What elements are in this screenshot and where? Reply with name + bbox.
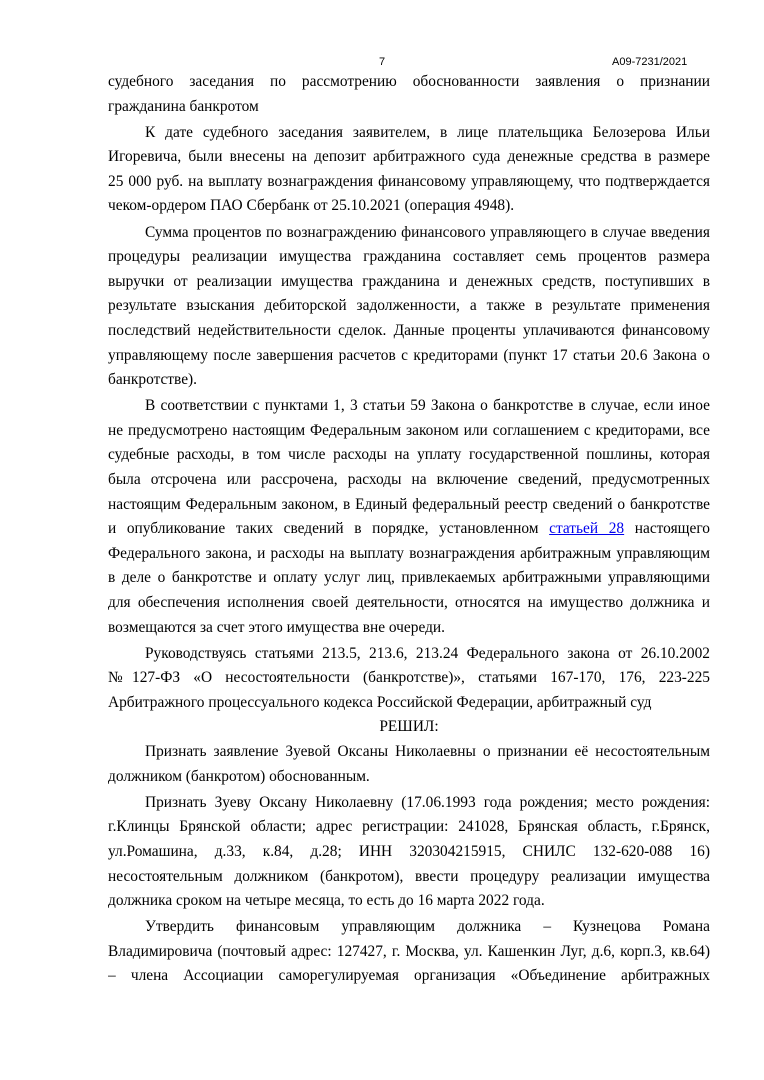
text-segment: и опубликование таких сведений в порядке, установленном	[108, 520, 539, 538]
paragraph-start: Признать Зуеву Оксану Николаевну (17.06.1993 года рождения; место рождения:	[145, 793, 710, 811]
law-article-link[interactable]: статьей 28	[549, 520, 625, 538]
text-line: гражданина банкротом	[108, 97, 259, 115]
text-line: №127-ФЗ «О несостоятельности (банкротстве)», статьями 167-170, 176, 223-225	[108, 669, 710, 687]
text-line: Игоревича, были внесены на депозит арбитражного суда денежные средства в размере	[108, 148, 710, 166]
paragraph-start: В соответствии с пунктами 1, 3 статьи 59 Закона о банкротстве в случае, если иное	[145, 397, 710, 415]
text-line: Владимировича (почтовый адрес: 127427, г. Москва, ул. Кашенкин Луг, д.6, корп.3, кв.64)	[108, 942, 710, 960]
paragraph-start: Признать заявление Зуевой Оксаны Николаевны о признании её несостоятельным	[145, 743, 710, 761]
text-line: ул.Ромашина, д.33, к.84, д.28; ИНН 320304215915, СНИЛС 132-620-088 16)	[108, 842, 710, 860]
paragraph-start: К дате судебного заседания заявителем, в лице плательщика Белозерова Ильи	[145, 123, 710, 141]
text-line: судебные расходы, в том числе расходы на уплату государственной пошлины, которая	[108, 446, 710, 464]
text-line: настоящим Федеральным законом, в Единый федеральный реестр сведений о банкротстве	[108, 495, 710, 513]
text-line: – члена Ассоциации саморегулируемая организация «Объединение арбитражных	[108, 967, 710, 985]
text-segment: настоящего	[634, 520, 710, 538]
text-line: чеком-ордером ПАО Сбербанк от 25.10.2021 (операция 4948).	[108, 197, 515, 215]
text-line: процедуры реализации имущества гражданина составляет семь процентов размера	[108, 248, 710, 266]
text-line: несостоятельным должником (банкротом), ввести процедуру реализации имущества	[108, 867, 710, 885]
text-line: последствий недействительности сделок. Данные проценты уплачиваются финансовому	[108, 321, 710, 339]
text-line: 25 000 руб. на выплату вознаграждения финансовому управляющему, что подтверждается	[108, 172, 710, 190]
text-line: Федерального закона, и расходы на выплату вознаграждения арбитражным управляющим	[108, 544, 710, 562]
page-number: 7	[378, 56, 386, 68]
text-line: возмещаются за счет этого имущества вне очереди.	[108, 618, 445, 636]
text-line: г.Клинцы Брянской области; адрес регистрации: 241028, Брянская область, г.Брянск,	[108, 818, 710, 836]
document-body	[108, 70, 710, 989]
text-line: судебного заседания по рассмотрению обоснованности заявления о признании	[108, 73, 710, 90]
case-number: А09-7231/2021	[612, 56, 688, 68]
text-line: была отсрочена или рассрочена, расходы на включение сведений, предусмотренных	[108, 471, 710, 488]
text-line: для обеспечения исполнения своей деятельности, относятся на имущество должника и	[108, 593, 710, 611]
text-line: результате взыскания дебиторской задолженности, а также в результате применения	[108, 297, 710, 315]
text-line: должником (банкротом) обоснованным.	[108, 767, 370, 785]
text-line: Арбитражного процессуального кодекса Российской Федерации, арбитражный суд	[108, 693, 652, 711]
text-line: банкротстве).	[108, 371, 198, 389]
paragraph-start: Сумма процентов по вознаграждению финансового управляющего в случае введения	[145, 223, 710, 241]
paragraph-start: Утвердить финансовым управляющим должника – Кузнецова Романа	[145, 918, 710, 936]
text-line: управляющему после завершения расчетов с кредиторами (пункт 17 статьи 20.6 Закона о	[108, 346, 710, 364]
text-line: должника сроком на четыре месяца, то есть до 16 марта 2022 года.	[108, 892, 545, 910]
text-line: в деле о банкротстве и оплату услуг лиц, привлекаемых арбитражными управляющими	[108, 569, 710, 587]
decision-heading: РЕШИЛ:	[379, 718, 439, 736]
text-line: не предусмотрено настоящим Федеральным законом или соглашением с кредиторами, все	[108, 421, 710, 439]
paragraph-start: Руководствуясь статьями 213.5, 213.6, 213.24 Федерального закона от 26.10.2002	[145, 644, 710, 662]
text-line: выручки от реализации имущества гражданина и денежных средств, поступивших в	[108, 272, 710, 290]
text-line-with-link	[108, 517, 710, 542]
